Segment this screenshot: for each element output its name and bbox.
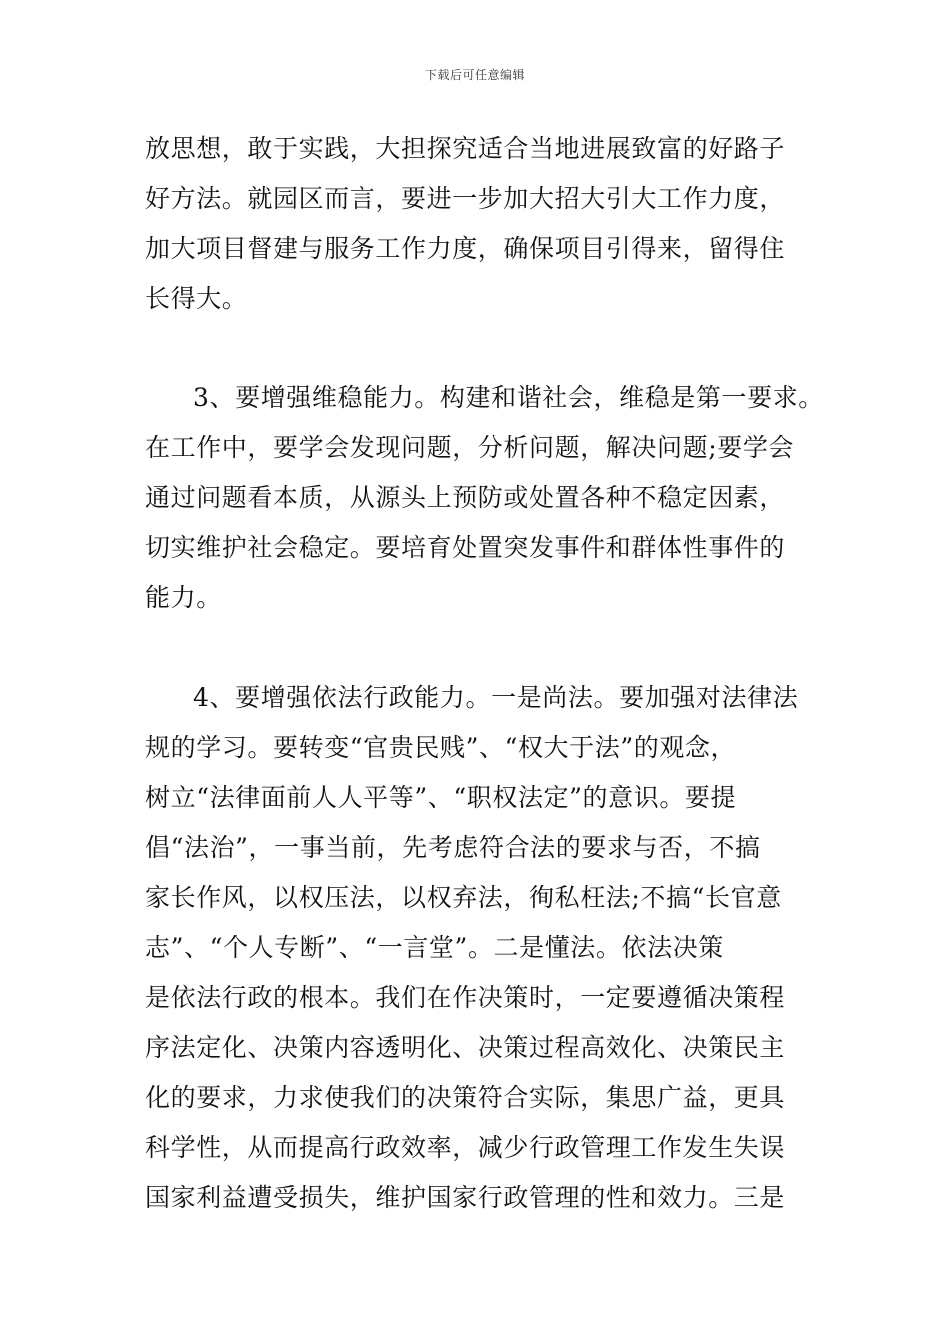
paragraph-1-line-4: 长得大。 (145, 284, 248, 313)
paragraph-2-line-3: 通过问题看本质，从源头上预防或处置各种不稳定因素， (145, 483, 786, 512)
paragraph-3-line-10: 科学性，从而提高行政效率，减少行政管理工作发生失误 (145, 1133, 786, 1162)
paragraph-1-line-1: 放思想，敢于实践，大担探究适合当地进展致富的好路子 (145, 134, 786, 163)
paragraph-3-line-9: 化的要求，力求使我们的决策符合实际，集思广益，更具 (145, 1083, 786, 1112)
paragraph-3-line-6: 志”、“个人专断”、“一言堂”。二是懂法。依法决策 (145, 933, 724, 962)
paragraph-3-line-2: 规的学习。要转变“官贵民贱”、“权大于法”的观念， (145, 733, 737, 762)
paragraph-3-line-8: 序法定化、决策内容透明化、决策过程高效化、决策民主 (145, 1033, 786, 1062)
paragraph-3-line-7: 是依法行政的根本。我们在作决策时，一定要遵循决策程 (145, 983, 786, 1012)
paragraph-3-line-1: 4、要增强依法行政能力。一是尚法。要加强对法律法 (193, 683, 799, 712)
paragraph-3-line-4: 倡“法治”，一事当前，先考虑符合法的要求与否，不搞 (145, 833, 761, 862)
paragraph-3-line-5: 家长作风，以权压法，以权弃法，徇私枉法;不搞“长官意 (145, 883, 782, 912)
paragraph-1-line-3: 加大项目督建与服务工作力度，确保项目引得来，留得住 (145, 234, 786, 263)
paragraph-2-line-5: 能力。 (145, 583, 222, 612)
paragraph-1-line-2: 好方法。就园区而言，要进一步加大招大引大工作力度， (145, 184, 786, 213)
header-note: 下载后可任意编辑 (424, 68, 525, 82)
paragraph-3-line-3: 树立“法律面前人人平等”、“职权法定”的意识。要提 (145, 783, 737, 812)
paragraph-2-line-4: 切实维护社会稳定。要培育处置突发事件和群体性事件的 (145, 533, 786, 562)
paragraph-3-line-11: 国家利益遭受损失，维护国家行政管理的性和效力。三是 (145, 1183, 786, 1212)
paragraph-2-line-2: 在工作中，要学会发现问题，分析问题，解决问题;要学会 (145, 433, 795, 462)
paragraph-2-line-1: 3、要增强维稳能力。构建和谐社会，维稳是第一要求。 (193, 383, 824, 412)
